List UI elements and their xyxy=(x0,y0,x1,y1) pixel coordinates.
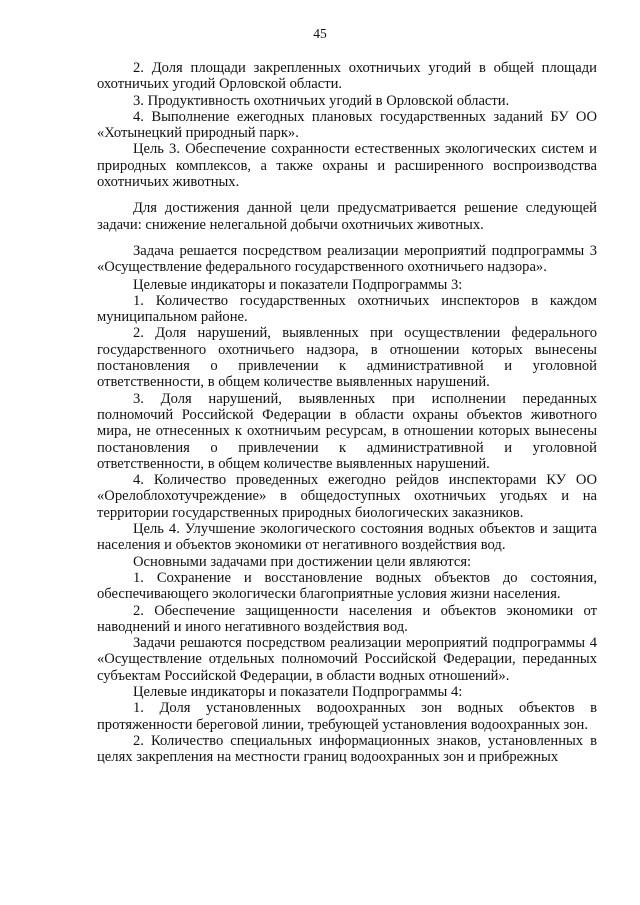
paragraph: 2. Количество специальных информационных знаков, установленных в целях закрепления на местности границ водоохранных зон и прибрежных xyxy=(97,732,597,766)
paragraph: 3. Продуктивность охотничьих угодий в Орловской области. xyxy=(133,92,510,109)
paragraph: 2. Доля площади закрепленных охотничьих угодий в общей площади охотничьих угодий Орловской области. xyxy=(97,60,597,93)
paragraph: 4. Количество проведенных ежегодно рейдов инспекторами КУ ОО «Орелоблохотучреждение» в общедоступных охотничьих угодьях и на территории государственных природных биологических заказников. xyxy=(97,472,597,521)
paragraph: Цель 4. Улучшение экологического состояния водных объектов и защита населения и объектов экономики от негативного воздействия вод. xyxy=(97,521,597,554)
document-body xyxy=(97,60,597,765)
paragraph: 3. Доля нарушений, выявленных при исполнении переданных полномочий Российской Федерации в области охраны объектов животного мира, не отнесенных к охотничьим ресурсам, в отношении которых вынесены постановления о привлечении к административной и уголовной ответственности, в общем количестве выявленных нарушений. xyxy=(97,390,597,472)
paragraph: 4. Выполнение ежегодных плановых государственных заданий БУ ОО «Хотынецкий природный парк». xyxy=(97,108,597,142)
paragraph: Для достижения данной цели предусматривается решение следующей задачи: снижение нелегальной добычи охотничьих животных. xyxy=(97,200,597,233)
paragraph: 1. Сохранение и восстановление водных объектов до состояния, обеспечивающего экологически благоприятные условия жизни населения. xyxy=(97,569,597,603)
paragraph: Целевые индикаторы и показатели Подпрограммы 4: xyxy=(133,683,463,700)
paragraph: Задачи решаются посредством реализации мероприятий подпрограммы 4 «Осуществление отдельных полномочий Российской Федерации, переданных субъектам Российской Федерации, в области водных отношений». xyxy=(97,635,597,684)
paragraph: Основными задачами при достижении цели являются: xyxy=(133,553,472,570)
paragraph: Целевые индикаторы и показатели Подпрограммы 3: xyxy=(133,276,463,293)
paragraph: 1. Доля установленных водоохранных зон водных объектов в протяженности береговой линии, требующей установления водоохранных зон. xyxy=(97,700,597,733)
paragraph: 1. Количество государственных охотничьих инспекторов в каждом муниципальном районе. xyxy=(97,292,597,326)
page-number: 45 xyxy=(313,26,327,41)
paragraph: Задача решается посредством реализации мероприятий подпрограммы 3 «Осуществление федерального государственного охотничьего надзора». xyxy=(97,242,597,276)
paragraph: Цель 3. Обеспечение сохранности естественных экологических систем и природных комплексов, а также охраны и расширенного воспроизводства охотничьих животных. xyxy=(97,141,597,191)
paragraph: 2. Доля нарушений, выявленных при осуществлении федерального государственного охотничьего надзора, в отношении которых вынесены постановления о привлечении к административной и уголовной ответственности, в общем количестве выявленных нарушений. xyxy=(97,325,597,391)
paragraph: 2. Обеспечение защищенности населения и объектов экономики от наводнений и иного негативного воздействия вод. xyxy=(97,602,597,635)
